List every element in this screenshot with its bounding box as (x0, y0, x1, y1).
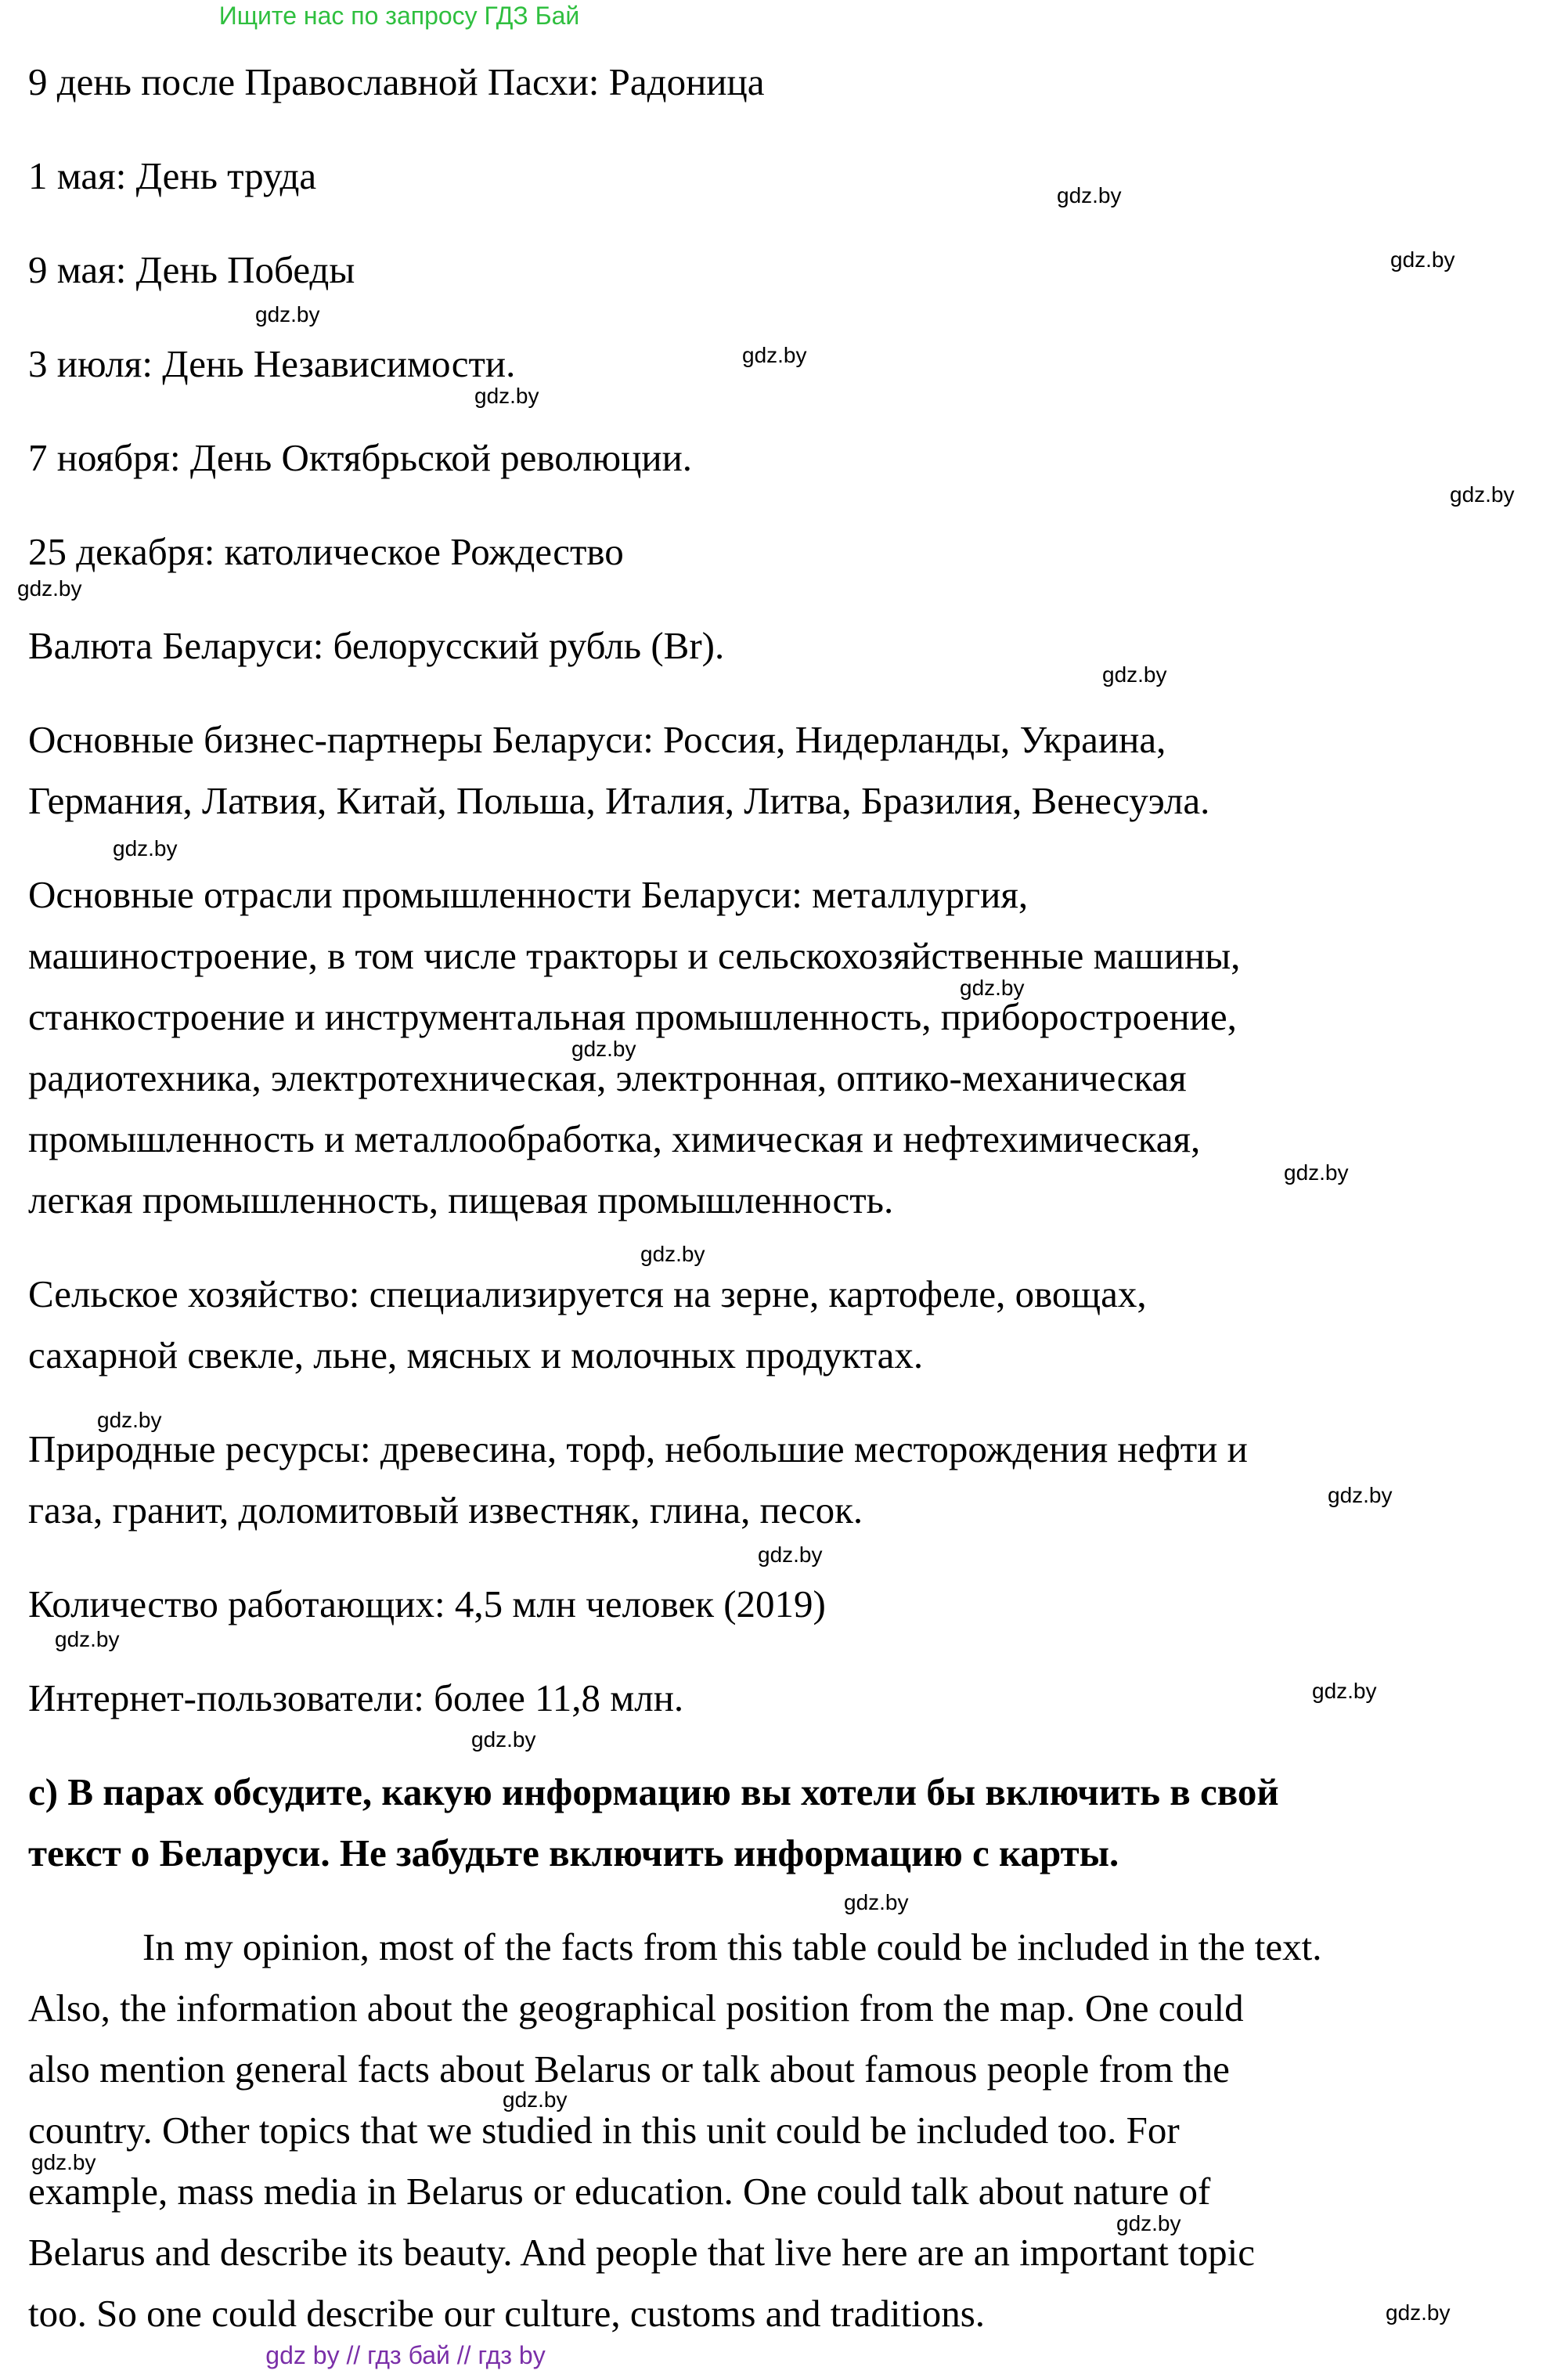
holiday-line: 9 день после Православной Пасхи: Радоница (28, 60, 765, 103)
holiday-line: 9 мая: День Победы (28, 248, 355, 291)
industry-line: легкая промышленность, пищевая промышленность. (28, 1178, 894, 1221)
watermark: gdz.by (1284, 1160, 1349, 1185)
answer-line: example, mass media in Belarus or education. One could talk about nature of (28, 2170, 1211, 2213)
agriculture-line: сахарной свекле, льне, мясных и молочных продуктах. (28, 1333, 924, 1376)
watermark: gdz.by (1116, 2211, 1181, 2235)
answer-line: too. So one could describe our culture, customs and traditions. (28, 2292, 986, 2335)
watermark: gdz.by (474, 384, 539, 408)
watermark: gdz.by (1386, 2300, 1451, 2325)
watermark: gdz.by (1102, 662, 1167, 687)
watermark: gdz.by (97, 1408, 162, 1432)
watermark: gdz.by (471, 1727, 536, 1752)
answer-line: Also, the information about the geographical position from the map. One could (28, 1986, 1244, 2029)
industry-line: станкостроение и инструментальная промышленность, приборостроение, (28, 995, 1237, 1038)
watermark: gdz.by (255, 302, 320, 327)
resources-line: газа, гранит, доломитовый известняк, глина, песок. (28, 1488, 863, 1532)
watermark: gdz.by (758, 1542, 823, 1567)
watermark: gdz.by (844, 1890, 909, 1914)
answer-line: country. Other topics that we studied in this unit could be included too. For (28, 2109, 1180, 2152)
watermark: gdz.by (1390, 247, 1455, 272)
workers-line: Количество работающих: 4,5 млн человек (2019) (28, 1582, 826, 1625)
watermark: gdz.by (55, 1627, 120, 1651)
watermark: gdz.by (113, 836, 178, 860)
industry-line: радиотехника, электротехническая, электронная, оптико-механическая (28, 1056, 1187, 1099)
answer-line: Belarus and describe its beauty. And people that live here are an important topic (28, 2231, 1256, 2274)
partners-line: Основные бизнес-партнеры Беларуси: Россия, Нидерланды, Украина, (28, 718, 1166, 761)
watermark: gdz.by (742, 343, 807, 367)
watermark: gdz.by (1328, 1483, 1393, 1507)
watermark: gdz.by (640, 1242, 705, 1266)
watermark: gdz.by (1312, 1679, 1377, 1703)
currency-line: Валюта Беларуси: белорусский рубль (Br). (28, 624, 725, 667)
task-heading: текст о Беларуси. Не забудьте включить информацию с карты. (28, 1831, 1119, 1874)
industry-line: промышленность и металлообработка, химическая и нефтехимическая, (28, 1117, 1201, 1160)
resources-line: Природные ресурсы: древесина, торф, небольшие месторождения нефти и (28, 1427, 1248, 1470)
industry-line: машиностроение, в том числе тракторы и сельскохозяйственные машины, (28, 934, 1241, 977)
holiday-line: 3 июля: День Независимости. (28, 342, 516, 385)
answer-line: also mention general facts about Belarus or talk about famous people from the (28, 2047, 1230, 2091)
holiday-line: 1 мая: День труда (28, 154, 317, 197)
holiday-line: 25 декабря: католическое Рождество (28, 530, 624, 573)
watermark: gdz.by (1450, 482, 1515, 507)
partners-line: Германия, Латвия, Китай, Польша, Италия, Литва, Бразилия, Венесуэла. (28, 779, 1210, 822)
watermark: gdz.by (1057, 183, 1122, 207)
agriculture-line: Сельское хозяйство: специализируется на зерне, картофеле, овощах, (28, 1272, 1147, 1315)
industry-line: Основные отрасли промышленности Беларуси: металлургия, (28, 873, 1029, 916)
holiday-line: 7 ноября: День Октябрьской революции. (28, 436, 693, 479)
task-heading: с) В парах обсудите, какую информацию вы хотели бы включить в свой (28, 1770, 1279, 1813)
watermark: gdz.by (571, 1037, 636, 1061)
watermark: gdz.by (960, 976, 1025, 1000)
watermark: gdz.by (503, 2087, 568, 2112)
top-banner: Ищите нас по запросу ГДЗ Бай (218, 2, 580, 30)
footer-link[interactable]: gdz by // гдз бай // гдз by (265, 2341, 546, 2369)
answer-line: In my opinion, most of the facts from this table could be included in the text. (142, 1925, 1322, 1968)
internet-line: Интернет-пользователи: более 11,8 млн. (28, 1676, 684, 1719)
watermark: gdz.by (17, 576, 82, 601)
watermark: gdz.by (31, 2150, 96, 2174)
